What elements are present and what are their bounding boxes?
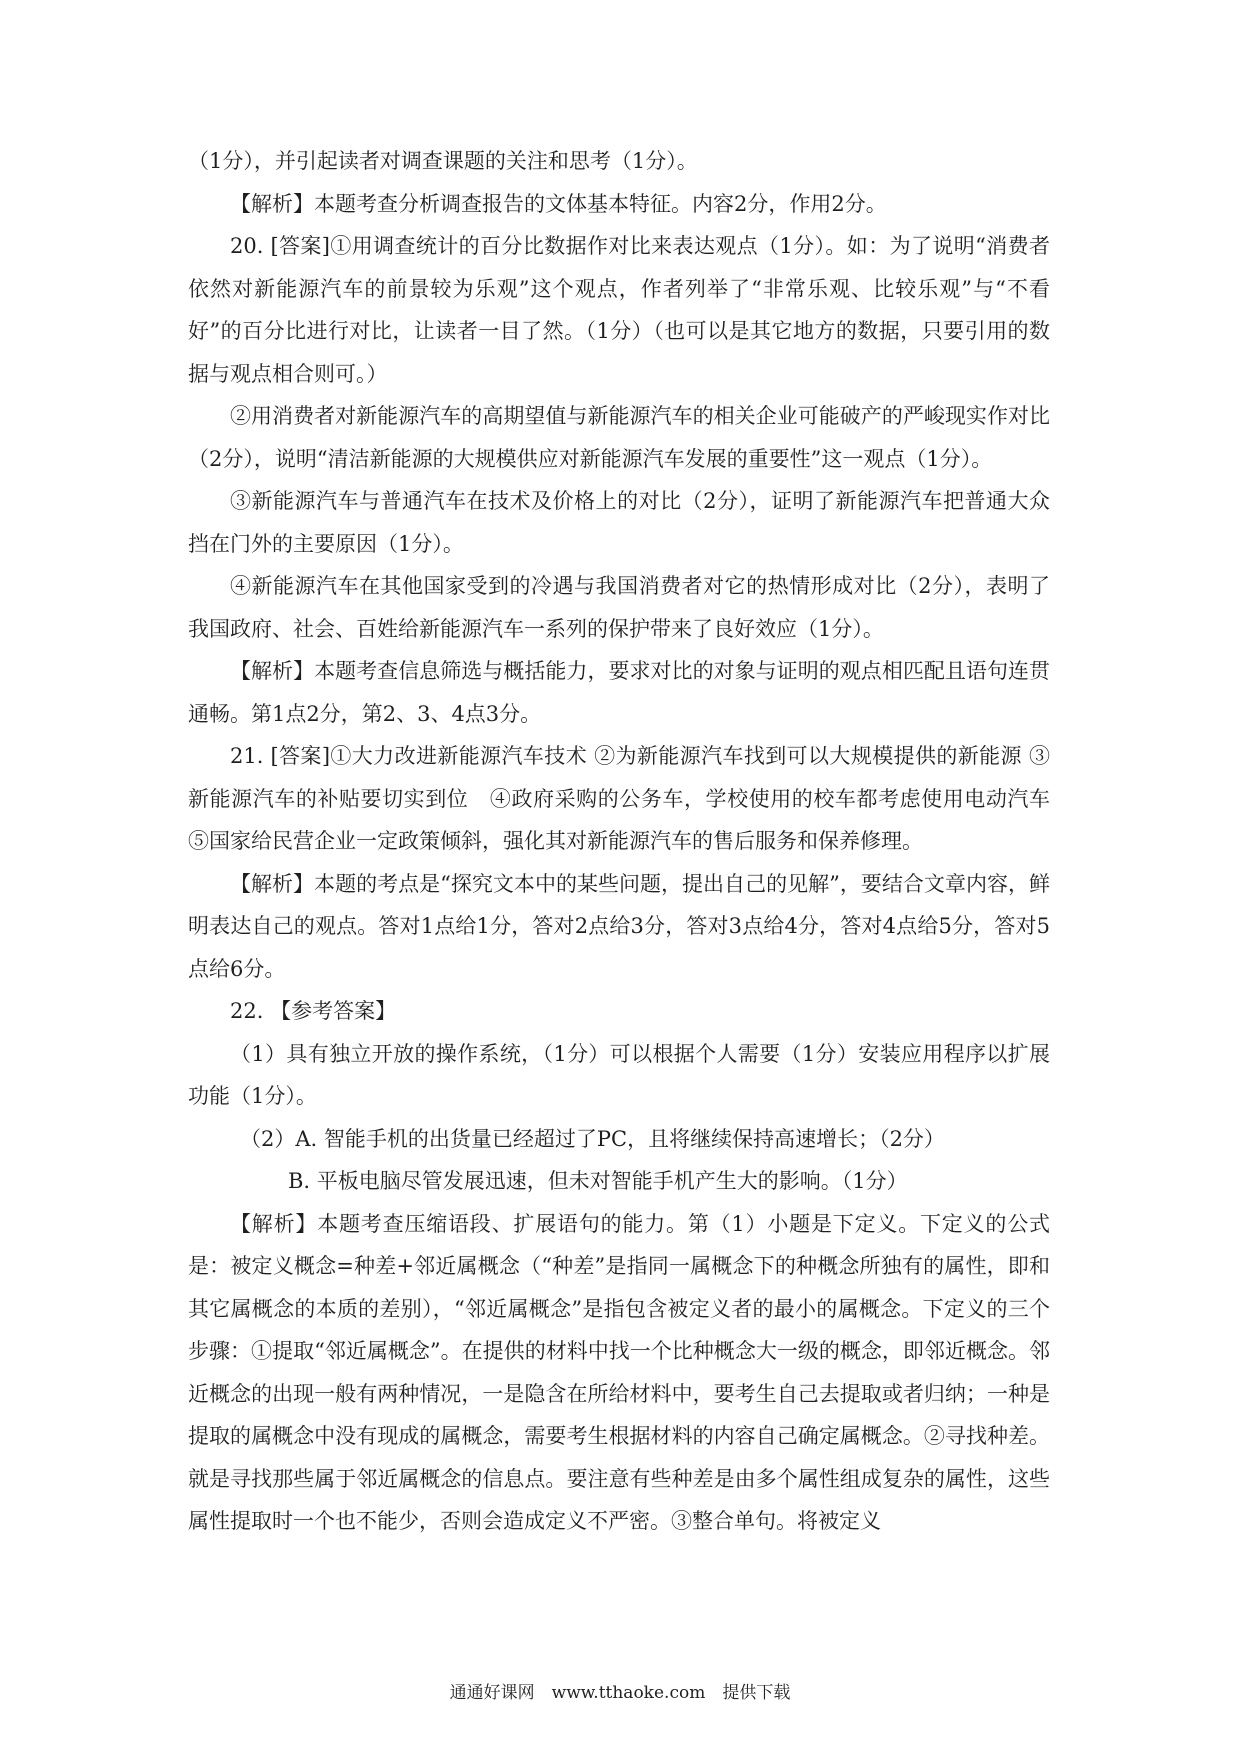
answer-21: 21. [答案]①大力改进新能源汽车技术 ②为新能源汽车找到可以大规模提供的新能源 ③新能源汽车的补贴要切实到位 ④政府采购的公务车，学校使用的校车都考虑使用电动汽车 ⑤国家给民营企业一定政策倾斜，强化其对新能源汽车的售后服务和保养修理。 [188,744,1071,853]
page-footer: 通通好课网 www.tthaoke.com 提供下载 [449,1683,791,1703]
answer-20-point-1: 20. [答案]①用调查统计的百分比数据作对比来表达观点（1分）。如：为了说明“消费者依然对新能源汽车的前景较为乐观”这个观点，作者列举了“非常乐观、比较乐观”与“不看好”的百分比进行对比，让读者一目了然。（1分）（也可以是其它地方的数据，只要引用的数据与观点相合则可。） [188,234,1050,386]
analysis-21: 【解析】本题的考点是“探究文本中的某些问题，提出自己的见解”，要结合文章内容，鲜明表达自己的观点。答对1点给1分，答对2点给3分，答对3点给4分，答对4点给5分，答对5点给6分。 [188,871,1050,981]
analysis-22: 【解析】本题考查压缩语段、扩展语句的能力。第（1）小题是下定义。下定义的公式是：被定义概念=种差+邻近属概念（“种差”是指同一属概念下的种概念所独有的属性，即和其它属概念的本质的差别），“邻近属概念”是指包含被定义者的最小的属概念。下定义的三个步骤：①提取“邻近属概念”。在提供的材料中找一个比种概念大一级的概念，即邻近概念。邻近概念的出现一般有两种情况，一是隐含在所给材料中，要考生自己去提取或者归纳；一种是提取的属概念中没有现成的属概念，需要考生根据材料的内容自己确定属概念。②寻找种差。就是寻找那些属于邻近属概念的信息点。要注意有些种差是由多个属性组成复杂的属性，这些属性提取时一个也不能少，否则会造成定义不严密。③整合单句。将被定义 [188,1211,1050,1533]
paragraph-19-continuation: （1分），并引起读者对调查课题的关注和思考（1分）。 [188,149,698,173]
answer-22-part-1: （1）具有独立开放的操作系统，（1分）可以根据个人需要（1分）安装应用程序以扩展功能（1分）。 [188,1041,1050,1108]
answer-20-point-2: ②用消费者对新能源汽车的高期望值与新能源汽车的相关企业可能破产的严峻现实作对比（2分），说明“清洁新能源的大规模供应对新能源汽车发展的重要性”这一观点（1分）。 [188,404,1050,471]
answer-22-heading: 22. 【参考答案】 [230,999,397,1023]
answer-22-part-2a: （2）A. 智能手机的出货量已经超过了PC，且将继续保持高速增长；（2分） [240,1126,945,1151]
answer-text-body [188,140,1071,1543]
answer-22-part-2b: B. 平板电脑尽管发展迅速，但未对智能手机产生大的影响。（1分） [288,1169,908,1193]
answer-20-point-4: ④新能源汽车在其他国家受到的冷遇与我国消费者对它的热情形成对比（2分），表明了我国政府、社会、百姓给新能源汽车一系列的保护带来了良好效应（1分）。 [188,574,1050,641]
analysis-20: 【解析】本题考查信息筛选与概括能力，要求对比的对象与证明的观点相匹配且语句连贯通畅。第1点2分，第2、3、4点3分。 [188,659,1050,726]
answer-20-point-3: ③新能源汽车与普通汽车在技术及价格上的对比（2分），证明了新能源汽车把普通大众挡在门外的主要原因（1分）。 [188,489,1050,556]
analysis-19: 【解析】本题考查分析调查报告的文体基本特征。内容2分，作用2分。 [230,191,887,216]
